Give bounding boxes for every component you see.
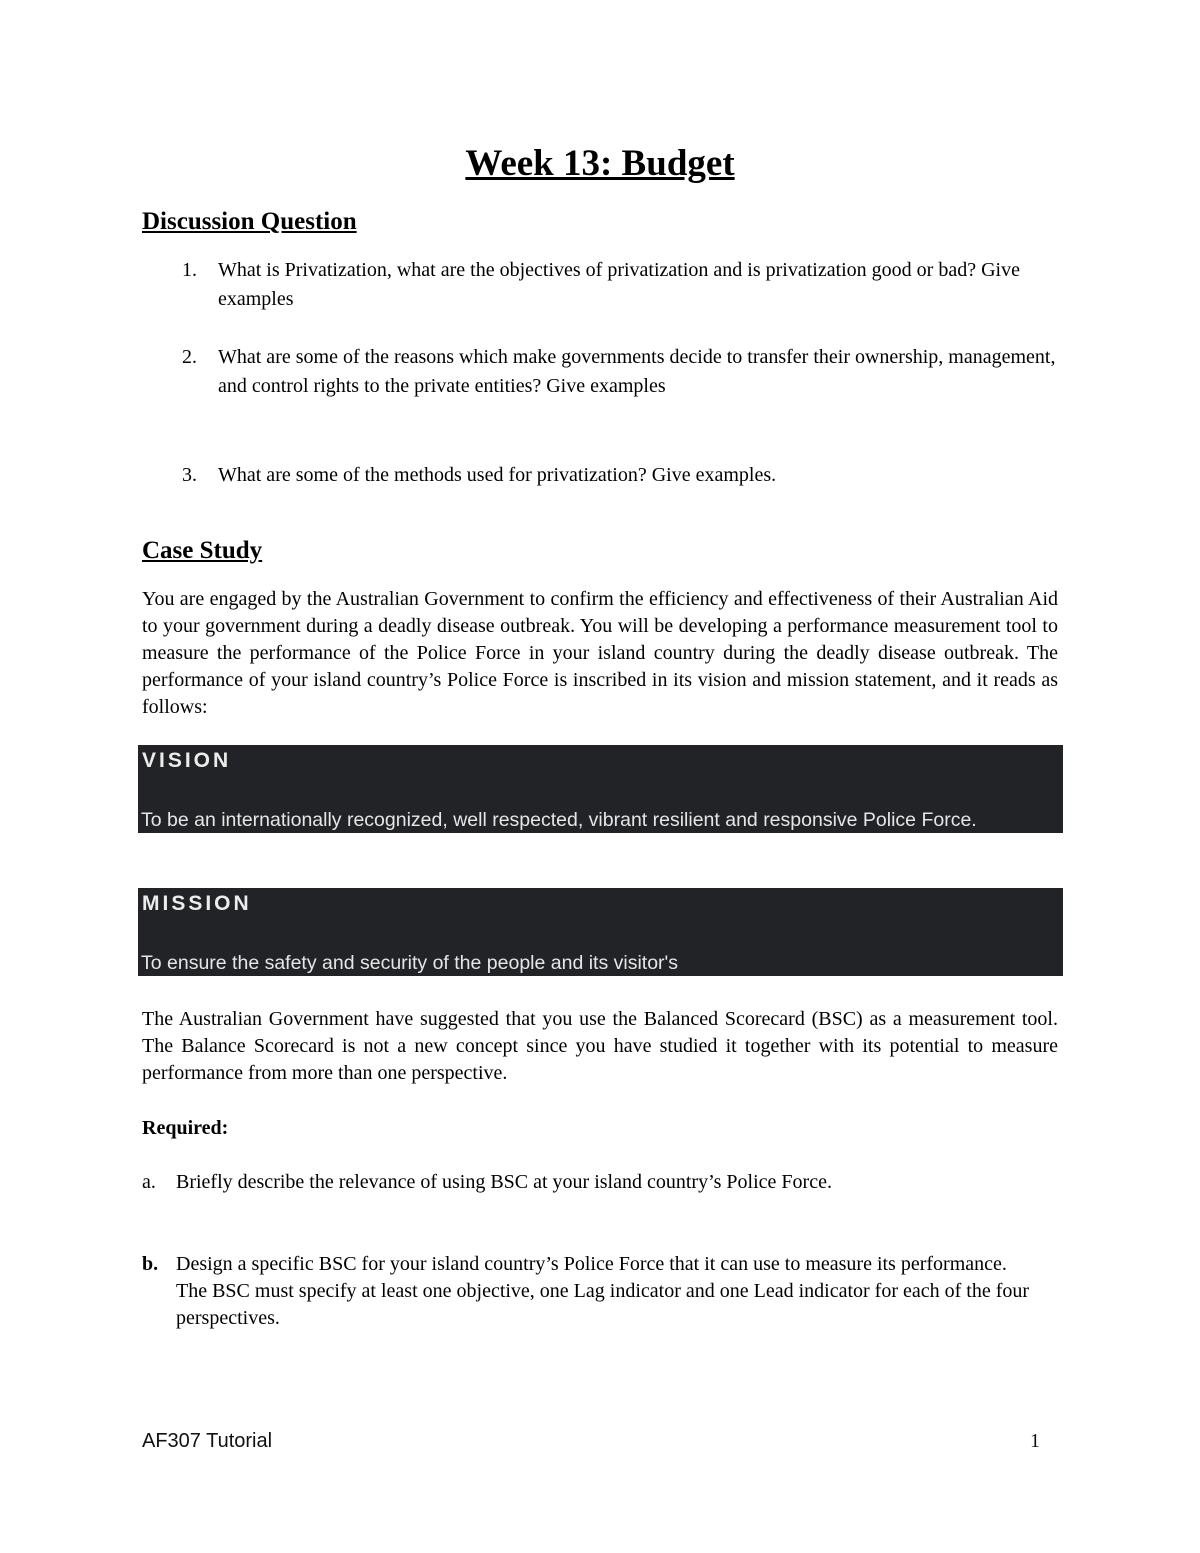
vision-label: VISION bbox=[142, 749, 232, 772]
question-text: What are some of the methods used for privatization? Give examples. bbox=[218, 464, 777, 486]
question-number: 2. bbox=[182, 346, 197, 368]
required-label: Required: bbox=[142, 1117, 229, 1139]
page-title: Week 13: Budget bbox=[465, 143, 735, 184]
vision-statement: To be an internationally recognized, well respected, vibrant resilient and responsive Police Force. bbox=[141, 809, 977, 831]
question-text: What is Privatization, what are the objectives of privatization and is privatization good or bad? Give examples bbox=[218, 259, 1020, 310]
mission-label: MISSION bbox=[142, 892, 252, 915]
question-number: 1. bbox=[182, 259, 197, 281]
required-item-text: Briefly describe the relevance of using BSC at your island country’s Police Force. bbox=[176, 1171, 832, 1193]
discussion-question-item bbox=[182, 256, 1072, 314]
mission-statement: To ensure the safety and security of the people and its visitor's bbox=[141, 952, 679, 974]
vision-box bbox=[138, 745, 1063, 833]
footer-page-number: 1 bbox=[1030, 1430, 1040, 1452]
case-study-heading: Case Study bbox=[142, 537, 263, 564]
required-item-text: Design a specific BSC for your island country’s Police Force that it can use to measure its performance. The BSC must specify at least one objective, one Lag indicator and one Lead indicator for each of the four perspectives. bbox=[176, 1253, 1030, 1329]
discussion-question-heading: Discussion Question bbox=[142, 208, 357, 235]
bsc-paragraph: The Australian Government have suggested that you use the Balanced Scorecard (BSC) as a measurement tool. The Balance Scorecard is not a new concept since you have studied it together with its potential to measure performance from more than one perspective. bbox=[142, 1008, 1058, 1084]
discussion-question-item bbox=[182, 343, 1072, 401]
mission-box bbox=[138, 888, 1063, 976]
required-item-b bbox=[142, 1251, 1042, 1332]
discussion-question-item bbox=[182, 461, 1072, 490]
required-item-letter: a. bbox=[142, 1171, 156, 1193]
required-item-a bbox=[142, 1169, 1042, 1196]
question-number: 3. bbox=[182, 464, 197, 486]
question-text: What are some of the reasons which make governments decide to transfer their ownership, management, and control rights to the private entities? Give examples bbox=[218, 346, 1056, 397]
footer-course-label: AF307 Tutorial bbox=[142, 1430, 273, 1452]
case-study-intro-paragraph: You are engaged by the Australian Government to confirm the efficiency and effectiveness of their Australian Aid to your government during a deadly disease outbreak. You will be developing a performance measurement tool to measure the performance of the Police Force in your island country during the deadly disease outbreak. The performance of your island country’s Police Force is inscribed in its vision and mission statement, and it reads as follows: bbox=[142, 588, 1058, 718]
required-item-letter: b. bbox=[142, 1253, 159, 1275]
